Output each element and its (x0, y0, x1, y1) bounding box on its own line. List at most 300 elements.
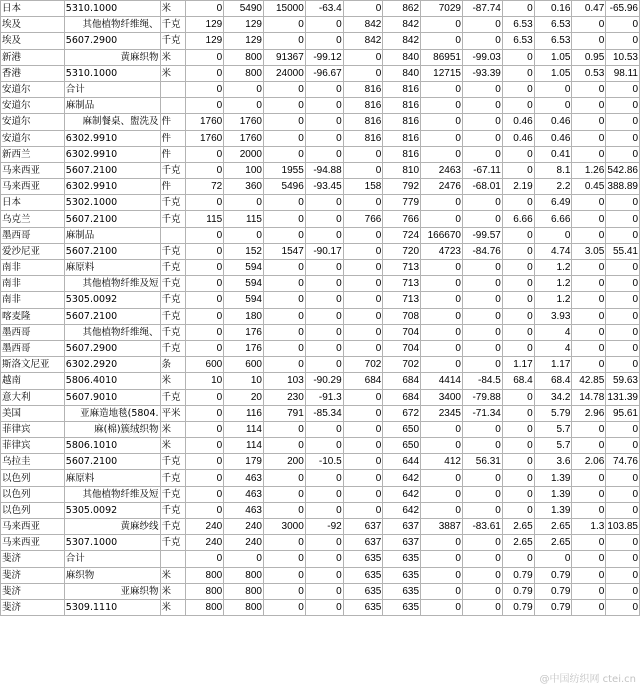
table-cell: 0 (572, 535, 606, 551)
table-cell: 240 (224, 519, 264, 535)
table-cell: 0 (462, 260, 502, 276)
table-cell: 0.46 (502, 130, 534, 146)
table-cell: 1.39 (534, 486, 572, 502)
table-cell: 件 (160, 114, 186, 130)
table-cell: -87.74 (462, 1, 502, 17)
table-cell: 0 (186, 227, 224, 243)
table-cell: 635 (383, 599, 421, 615)
table-cell: 0 (421, 340, 463, 356)
table-cell: 0 (462, 81, 502, 97)
table-cell: 0 (343, 502, 383, 518)
table-cell: 0 (572, 324, 606, 340)
table-cell (160, 227, 186, 243)
table-cell: 360 (224, 179, 264, 195)
table-cell: 0 (534, 227, 572, 243)
table-cell: -90.29 (305, 373, 343, 389)
table-cell: 800 (224, 599, 264, 615)
table-cell: 463 (224, 486, 264, 502)
table-cell: 600 (186, 357, 224, 373)
table-cell: -85.34 (305, 405, 343, 421)
table-row (1, 1, 640, 17)
table-cell: 千克 (160, 340, 186, 356)
table-cell: 0 (421, 130, 463, 146)
table-cell: 斐济 (1, 567, 65, 583)
table-cell: 0 (572, 195, 606, 211)
table-cell: 115 (224, 211, 264, 227)
table-cell: 平米 (160, 405, 186, 421)
table-cell: 713 (383, 276, 421, 292)
table-cell: 黄麻织物 (64, 49, 160, 65)
table-cell: 114 (224, 438, 264, 454)
table-cell: 0 (462, 567, 502, 583)
table-cell: 0 (343, 49, 383, 65)
table-cell: 0 (343, 486, 383, 502)
table-cell: 10 (186, 373, 224, 389)
table-cell: 0.95 (572, 49, 606, 65)
table-cell: 0 (343, 292, 383, 308)
table-cell: 6.66 (534, 211, 572, 227)
table-cell: 0 (186, 340, 224, 356)
table-cell: 0 (502, 454, 534, 470)
table-cell: 1.2 (534, 260, 572, 276)
table-cell: 0 (462, 340, 502, 356)
table-row (1, 243, 640, 259)
table-cell: 0 (534, 551, 572, 567)
table-cell: 0 (186, 1, 224, 17)
table-cell: -91.3 (305, 389, 343, 405)
table-cell: 0 (421, 486, 463, 502)
table-cell: 5607.2100 (64, 243, 160, 259)
table-cell: 0 (606, 340, 640, 356)
table-cell: 0 (186, 49, 224, 65)
table-cell: 0 (502, 146, 534, 162)
table-cell: 千克 (160, 389, 186, 405)
table-cell: -94.88 (305, 162, 343, 178)
table-cell: 42.85 (572, 373, 606, 389)
table-cell: 0 (186, 243, 224, 259)
table-cell: 米 (160, 373, 186, 389)
table-cell: 0 (224, 227, 264, 243)
table-cell: 0 (186, 551, 224, 567)
table-cell: 0 (263, 535, 305, 551)
table-cell: 斐济 (1, 599, 65, 615)
table-cell: 0 (305, 292, 343, 308)
table-cell: 0 (305, 114, 343, 130)
table-cell: 千克 (160, 162, 186, 178)
table-cell: 0 (263, 340, 305, 356)
table-cell: 200 (263, 454, 305, 470)
table-cell: 0 (606, 195, 640, 211)
table-cell: 5310.1000 (64, 65, 160, 81)
table-row (1, 583, 640, 599)
table-cell: 842 (383, 33, 421, 49)
table-cell: 800 (186, 599, 224, 615)
table-cell: 0 (606, 599, 640, 615)
table-cell: 0 (502, 389, 534, 405)
table-cell: 100 (224, 162, 264, 178)
table-cell: 4 (534, 324, 572, 340)
table-cell: 86951 (421, 49, 463, 65)
table-cell: 684 (383, 373, 421, 389)
table-cell: 0 (421, 324, 463, 340)
table-cell: 766 (343, 211, 383, 227)
table-cell: 800 (186, 567, 224, 583)
table-cell: 0 (462, 130, 502, 146)
table-cell: 0 (343, 1, 383, 17)
table-cell: 0 (186, 195, 224, 211)
table-cell: 0 (263, 81, 305, 97)
table-row (1, 373, 640, 389)
table-cell: 0 (606, 81, 640, 97)
table-row (1, 162, 640, 178)
table-cell: 0 (572, 357, 606, 373)
table-cell: 0 (421, 583, 463, 599)
table-cell: 4723 (421, 243, 463, 259)
table-cell: 0 (502, 438, 534, 454)
table-cell: 0 (186, 81, 224, 97)
table-cell: 0 (502, 276, 534, 292)
table-cell: 0 (343, 308, 383, 324)
table-cell: 0 (305, 357, 343, 373)
table-cell: 0 (502, 227, 534, 243)
table-cell: 635 (383, 583, 421, 599)
table-cell: 115 (186, 211, 224, 227)
table-cell: 爱沙尼亚 (1, 243, 65, 259)
table-cell: 463 (224, 470, 264, 486)
table-cell: 乌拉圭 (1, 454, 65, 470)
table-cell: 0 (421, 98, 463, 114)
table-cell: -84.5 (462, 373, 502, 389)
table-cell: 越南 (1, 373, 65, 389)
table-cell: 0 (263, 260, 305, 276)
table-cell: 0 (534, 98, 572, 114)
table-cell: 墨西哥 (1, 340, 65, 356)
table-cell: 0 (186, 162, 224, 178)
table-cell: -99.12 (305, 49, 343, 65)
table-cell: 菲律宾 (1, 421, 65, 437)
table-cell: 0 (186, 324, 224, 340)
table-cell: 0.79 (502, 599, 534, 615)
table-cell: 6.66 (502, 211, 534, 227)
table-cell: 0 (263, 308, 305, 324)
table-cell: 816 (383, 98, 421, 114)
table-cell: 15000 (263, 1, 305, 17)
table-cell: 0 (462, 292, 502, 308)
table-cell: 0 (343, 65, 383, 81)
table-cell: 14.78 (572, 389, 606, 405)
table-cell: 1.26 (572, 162, 606, 178)
table-cell: -67.11 (462, 162, 502, 178)
table-cell: 704 (383, 340, 421, 356)
table-cell: 5806.4010 (64, 373, 160, 389)
table-cell: 南非 (1, 276, 65, 292)
table-cell (160, 551, 186, 567)
table-cell: 650 (383, 438, 421, 454)
table-cell: 0 (606, 502, 640, 518)
table-cell: 0 (343, 324, 383, 340)
table-cell: 0 (502, 260, 534, 276)
table-cell: 0 (343, 340, 383, 356)
table-cell: 0 (305, 340, 343, 356)
table-cell: 0 (263, 486, 305, 502)
table-row (1, 470, 640, 486)
table-cell: 0 (502, 486, 534, 502)
table-cell: 600 (224, 357, 264, 373)
table-cell: 0 (606, 583, 640, 599)
table-cell: 1.39 (534, 502, 572, 518)
table-cell: 642 (383, 486, 421, 502)
table-cell: 米 (160, 49, 186, 65)
table-cell: 0 (421, 17, 463, 33)
table-cell: 0 (421, 551, 463, 567)
table-cell: 103 (263, 373, 305, 389)
table-cell: 0.79 (534, 567, 572, 583)
table-cell: 0 (263, 211, 305, 227)
table-cell: 0 (606, 260, 640, 276)
table-cell: 5607.2100 (64, 454, 160, 470)
table-cell: 5307.1000 (64, 535, 160, 551)
table-cell: 麻(棉)簇绒织物 (64, 421, 160, 437)
table-cell: 0 (606, 421, 640, 437)
table-cell: 635 (343, 599, 383, 615)
table-cell: 2.96 (572, 405, 606, 421)
table-cell: 463 (224, 502, 264, 518)
table-cell: 2.06 (572, 454, 606, 470)
table-cell: 74.76 (606, 454, 640, 470)
table-cell: 0 (606, 130, 640, 146)
table-cell: 0 (572, 421, 606, 437)
table-cell (160, 81, 186, 97)
table-cell: 1760 (224, 130, 264, 146)
table-cell: 0 (305, 227, 343, 243)
table-cell: 0 (421, 535, 463, 551)
table-cell: 0 (421, 81, 463, 97)
table-cell: 0 (186, 454, 224, 470)
table-cell: 3000 (263, 519, 305, 535)
table-cell: 240 (224, 535, 264, 551)
table-cell: 0 (186, 276, 224, 292)
table-cell: 千克 (160, 292, 186, 308)
table-row (1, 260, 640, 276)
table-cell: 2345 (421, 405, 463, 421)
table-cell: 0 (305, 130, 343, 146)
table-cell: 0 (462, 308, 502, 324)
table-cell: 0 (343, 260, 383, 276)
table-cell: 0 (421, 276, 463, 292)
table-cell: 0 (502, 243, 534, 259)
table-cell: 0 (186, 470, 224, 486)
table-cell: 637 (343, 535, 383, 551)
table-row (1, 49, 640, 65)
table-cell: 0 (263, 567, 305, 583)
table-cell: 千克 (160, 502, 186, 518)
table-cell: 米 (160, 567, 186, 583)
table-cell: 0 (305, 599, 343, 615)
table-cell: 10 (224, 373, 264, 389)
table-cell: 7029 (421, 1, 463, 17)
table-cell: 千克 (160, 454, 186, 470)
table-cell: 0 (421, 357, 463, 373)
table-cell: 0 (421, 599, 463, 615)
table-cell: 黄麻纱线 (64, 519, 160, 535)
table-cell: 0 (224, 551, 264, 567)
table-cell: 642 (383, 470, 421, 486)
table-cell: 842 (343, 17, 383, 33)
table-cell: 3.6 (534, 454, 572, 470)
table-cell: 0 (305, 583, 343, 599)
table-cell: 1.2 (534, 292, 572, 308)
table-cell: 0 (305, 260, 343, 276)
table-cell: 1955 (263, 162, 305, 178)
table-cell: 0 (263, 470, 305, 486)
table-cell: 4414 (421, 373, 463, 389)
table-cell: 千克 (160, 17, 186, 33)
table-cell: 0 (421, 33, 463, 49)
table-cell: 810 (383, 162, 421, 178)
table-cell: 0 (462, 211, 502, 227)
table-cell: 800 (224, 65, 264, 81)
table-cell: 412 (421, 454, 463, 470)
table-cell: 0 (606, 567, 640, 583)
table-cell: 0 (572, 146, 606, 162)
table-cell: 0 (186, 308, 224, 324)
table-cell: 0 (421, 421, 463, 437)
table-cell: 2476 (421, 179, 463, 195)
table-cell: 0 (572, 227, 606, 243)
table-cell: 240 (186, 535, 224, 551)
table-cell: 0 (263, 438, 305, 454)
table-cell: 0 (343, 421, 383, 437)
table-cell: 766 (383, 211, 421, 227)
table-cell: -96.67 (305, 65, 343, 81)
table-cell: 0 (263, 195, 305, 211)
table-cell: 2463 (421, 162, 463, 178)
table-cell: 3400 (421, 389, 463, 405)
table-cell: 0 (462, 438, 502, 454)
table-cell: 5607.9010 (64, 389, 160, 405)
table-cell: 0 (606, 438, 640, 454)
table-cell: 马来西亚 (1, 179, 65, 195)
table-cell: 合计 (64, 551, 160, 567)
table-cell: 91367 (263, 49, 305, 65)
table-cell: 816 (343, 114, 383, 130)
table-cell: 704 (383, 324, 421, 340)
table-body (1, 1, 640, 616)
table-cell: -10.5 (305, 454, 343, 470)
table-cell: 0 (263, 421, 305, 437)
table-cell: 以色列 (1, 486, 65, 502)
table-cell: 0.79 (534, 583, 572, 599)
table-cell: 5.7 (534, 438, 572, 454)
table-cell: 0 (421, 438, 463, 454)
table-cell: 0 (572, 98, 606, 114)
table-cell: 0 (502, 340, 534, 356)
table-cell: 以色列 (1, 470, 65, 486)
table-cell: 0 (421, 146, 463, 162)
table-row (1, 292, 640, 308)
table-cell: 0.79 (502, 583, 534, 599)
table-cell: 0 (502, 81, 534, 97)
table-cell: 0 (606, 227, 640, 243)
table-row (1, 519, 640, 535)
table-cell: 792 (383, 179, 421, 195)
table-row (1, 114, 640, 130)
table-cell: 0.41 (534, 146, 572, 162)
table-cell: 0 (606, 114, 640, 130)
table-cell: 0 (186, 98, 224, 114)
table-cell: 0 (606, 324, 640, 340)
table-cell: 麻制品 (64, 98, 160, 114)
table-cell: 0 (572, 308, 606, 324)
table-cell: 862 (383, 1, 421, 17)
table-cell: 0 (343, 389, 383, 405)
table-cell: 179 (224, 454, 264, 470)
table-cell (160, 98, 186, 114)
table-cell: 0 (421, 292, 463, 308)
table-cell: 0 (502, 551, 534, 567)
table-cell: 安道尔 (1, 98, 65, 114)
table-cell: 55.41 (606, 243, 640, 259)
table-cell: 0 (305, 276, 343, 292)
table-cell: 0 (572, 292, 606, 308)
table-cell: 0 (462, 17, 502, 33)
table-cell: 0 (462, 114, 502, 130)
table-cell: 0.79 (502, 567, 534, 583)
table-cell: 0 (606, 33, 640, 49)
table-cell: 0.47 (572, 1, 606, 17)
table-cell: 240 (186, 519, 224, 535)
table-cell: 0 (343, 243, 383, 259)
table-cell: -71.34 (462, 405, 502, 421)
table-cell: 0 (305, 211, 343, 227)
table-cell: 0 (305, 470, 343, 486)
table-cell: 0 (572, 81, 606, 97)
table-row (1, 599, 640, 615)
table-cell: -90.17 (305, 243, 343, 259)
table-cell: 0 (186, 438, 224, 454)
table-cell: 0 (305, 324, 343, 340)
table-cell: 乌克兰 (1, 211, 65, 227)
table-cell: 1.05 (534, 65, 572, 81)
table-cell: 0 (572, 276, 606, 292)
table-cell: 0 (572, 438, 606, 454)
table-cell: 0.46 (534, 130, 572, 146)
table-cell: 米 (160, 1, 186, 17)
table-cell: 0 (186, 65, 224, 81)
table-cell: 0 (186, 389, 224, 405)
table-cell: 0 (421, 260, 463, 276)
table-cell: 6.49 (534, 195, 572, 211)
table-cell: 0 (305, 486, 343, 502)
table-cell: 0 (263, 292, 305, 308)
table-cell: 816 (383, 130, 421, 146)
table-cell: 千克 (160, 195, 186, 211)
table-row (1, 227, 640, 243)
table-cell: -92 (305, 519, 343, 535)
table-cell: 840 (383, 65, 421, 81)
table-cell: 香港 (1, 65, 65, 81)
table-cell: 0 (462, 146, 502, 162)
table-cell: 98.11 (606, 65, 640, 81)
table-row (1, 146, 640, 162)
table-cell: 95.61 (606, 405, 640, 421)
table-cell: 2.65 (502, 535, 534, 551)
table-cell: 0 (263, 130, 305, 146)
table-cell: 件 (160, 179, 186, 195)
table-cell: 542.86 (606, 162, 640, 178)
table-cell: 日本 (1, 195, 65, 211)
table-cell: 5309.1110 (64, 599, 160, 615)
